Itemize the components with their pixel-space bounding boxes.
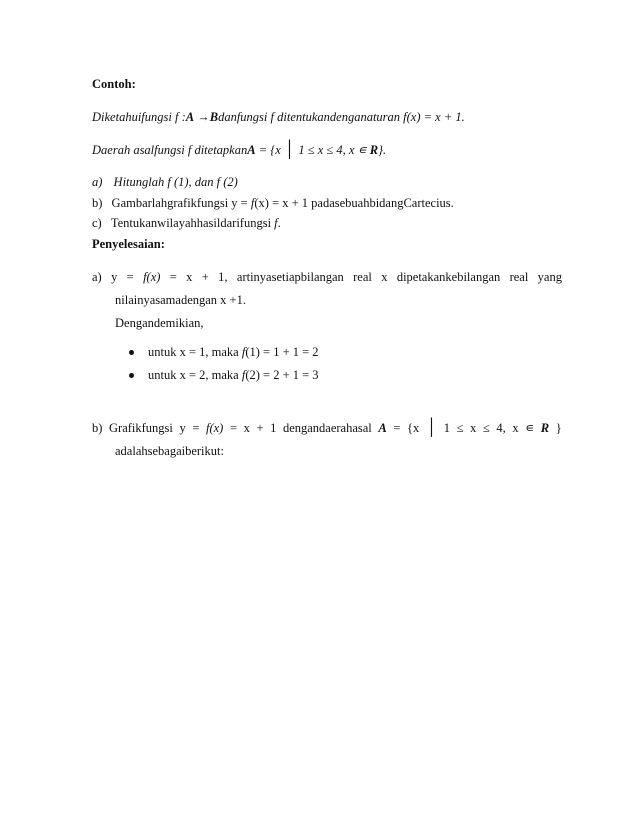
answer-a-line3: Dengandemikian,: [115, 316, 204, 330]
func-symbol: f: [250, 196, 255, 210]
question-c: [92, 215, 281, 231]
problem-statement-line2: [92, 142, 386, 158]
word: dipetakankebilangan: [396, 270, 501, 284]
answer-label: b): [92, 421, 103, 435]
text: }.: [378, 143, 387, 157]
answer-b-line2: adalahsebagaiberikut:: [115, 444, 224, 458]
word: }: [555, 421, 562, 435]
word: =: [192, 421, 200, 435]
answer-a-line1: [92, 269, 562, 285]
word: y: [111, 270, 118, 284]
func-symbol: f: [274, 216, 278, 230]
text: = {x: [255, 143, 281, 157]
bar-symbol: │: [425, 419, 438, 436]
word: f(x): [143, 270, 161, 284]
bullet-text: (1) = 1 + 1 = 2: [245, 345, 319, 359]
word: +: [256, 421, 264, 435]
question-text: .: [277, 216, 281, 230]
word: x: [243, 421, 250, 435]
word: x: [512, 421, 519, 435]
set-a: A: [247, 143, 256, 157]
word: f(x): [205, 421, 224, 435]
set-a: A: [378, 421, 387, 435]
func-symbol: f: [174, 110, 179, 124]
word: Grafikfungsi: [109, 421, 173, 435]
colon: :: [181, 110, 186, 124]
func-symbol: f: [187, 143, 192, 157]
word: ≤: [456, 421, 464, 435]
question-label: c): [92, 216, 102, 230]
bar-symbol: │: [283, 141, 296, 158]
arrow-symbol: →: [197, 110, 210, 124]
word: ∊: [525, 421, 535, 435]
func-symbol: f: [241, 345, 246, 359]
set-a: A: [185, 110, 195, 124]
word: {x: [406, 421, 420, 435]
text: danfungsi: [218, 110, 268, 124]
text: ditetapkan: [194, 143, 248, 157]
word: x: [381, 270, 388, 284]
answer-label: a): [92, 270, 102, 284]
bullet-item: [129, 344, 319, 360]
set-b: B: [209, 110, 219, 124]
word: +: [201, 270, 209, 284]
question-text: Gambarlahgrafikfungsi y =: [111, 196, 248, 210]
bullet-text: untuk x = 2, maka: [148, 368, 239, 382]
word: =: [169, 270, 177, 284]
word: 1,: [218, 270, 228, 284]
word: 4,: [496, 421, 506, 435]
word: x: [186, 270, 193, 284]
func-symbol: f: [270, 110, 274, 124]
set-r: R: [369, 143, 379, 157]
set-r: R: [540, 421, 550, 435]
word: ≤: [482, 421, 490, 435]
word: =: [126, 270, 134, 284]
func-symbol: f: [241, 368, 246, 382]
word: =: [393, 421, 401, 435]
question-b: [92, 195, 454, 211]
word: real: [509, 270, 529, 284]
question-label: a): [92, 175, 103, 189]
bullet-text: (2) = 2 + 1 = 3: [245, 368, 319, 382]
answer-a-line2: nilainyasamadengan x +1.: [115, 293, 246, 307]
word: 1: [270, 421, 277, 435]
answer-b-line1: [92, 420, 562, 436]
bullet-icon: [129, 373, 134, 378]
text: 1 ≤ x ≤ 4, x ∊: [298, 143, 367, 157]
word: y: [179, 421, 186, 435]
text: Daerah asalfungsi: [92, 143, 185, 157]
bullet-text: untuk x = 1, maka: [148, 345, 239, 359]
question-text: Hitunglah f (1), dan f (2): [113, 175, 238, 189]
question-text: (x) = x + 1 padasebuahbidangCartecius.: [254, 196, 454, 210]
problem-statement-line1: [92, 109, 465, 125]
word: yang: [537, 270, 562, 284]
word: 1: [443, 421, 450, 435]
word: artinyasetiapbilangan: [236, 270, 344, 284]
bullet-item: [129, 367, 319, 383]
word: =: [229, 421, 237, 435]
question-text: Tentukanwilayahhasildarifungsi: [110, 216, 272, 230]
bullet-icon: [129, 350, 134, 355]
word: dengandaerahasal: [282, 421, 372, 435]
question-a: [92, 174, 238, 190]
question-label: b): [92, 196, 103, 210]
example-heading: Contoh:: [92, 77, 136, 91]
word: real: [353, 270, 372, 284]
text: Diketahuifungsi: [92, 110, 172, 124]
solution-heading: Penyelesaian:: [92, 237, 165, 251]
text: ditentukandenganaturan f(x) = x + 1.: [277, 110, 465, 124]
word: x: [470, 421, 477, 435]
